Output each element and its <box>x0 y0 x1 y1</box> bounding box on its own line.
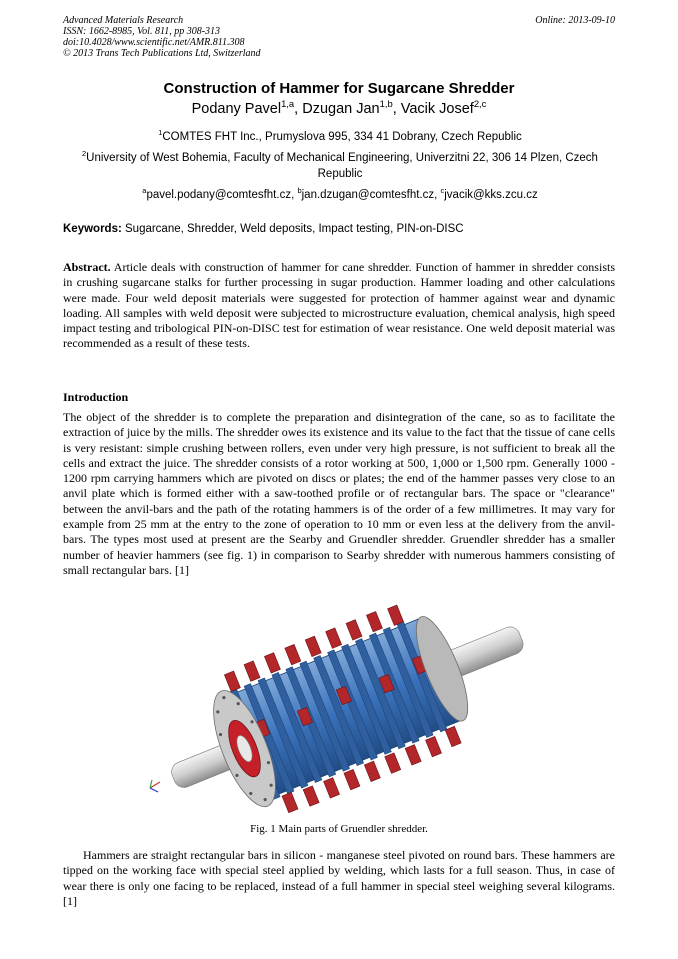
keywords-label: Keywords: <box>63 223 122 235</box>
introduction-paragraph-2: Hammers are straight rectangular bars in silicon - manganese steel pivoted on round bars. These hammers are tipped on the working face with special steel applied by welding, which lasts for a full season. Thus, in case of wear there is only one facing to be replaced, instead of a full hammer in special steel weighing several kilograms. [1] <box>63 848 615 908</box>
axis-triad-icon <box>150 780 160 792</box>
email-b[interactable]: jan.dzugan@comtesfht.cz <box>301 189 435 201</box>
email-c[interactable]: jvacik@kks.zcu.cz <box>444 189 538 201</box>
author-3-sup: 2,c <box>473 98 487 110</box>
journal-name: Advanced Materials Research <box>63 15 184 26</box>
email-a-sup: a <box>142 186 147 196</box>
affiliation-1-text: COMTES FHT Inc., Prumyslova 995, 334 41 Dobrany, Czech Republic <box>162 131 522 143</box>
affiliation-1 <box>70 129 610 145</box>
author-list: Podany Pavel$^{1,a}$, Dzugan Jan$^{1,b}$, Vacik Josef$^{2,c}$ <box>191 98 487 117</box>
email-a[interactable]: pavel.podany@comtesfht.cz <box>146 189 292 201</box>
issn: ISSN: 1662-8985, Vol. 811, pp 308-313 <box>63 26 221 37</box>
email-list: $^a$pavel.podany@comtesfht.cz, $^b$jan.dzugan@comtesfht.cz, $^c$jvacik@kks.zcu.cz <box>142 186 538 201</box>
paper-title: Construction of Hammer for Sugarcane Shredder <box>163 80 515 97</box>
affiliation-2-sup: 2 <box>82 149 87 159</box>
online-date: Online: 2013-09-10 <box>535 15 615 26</box>
author-2: Dzugan Jan <box>302 101 380 117</box>
figure-shredder-rotor <box>140 600 540 820</box>
keywords-text: Sugarcane, Shredder, Weld deposits, Impact testing, PIN-on-DISC <box>125 223 464 235</box>
keywords <box>63 223 464 235</box>
author-1-sup: 1,a <box>281 98 295 110</box>
author-1: Podany Pavel <box>191 101 282 117</box>
introduction-paragraph-1: The object of the shredder is to complete the preparation and disintegration of the cane, so as to facilitate the extraction of juice by the mills. The shredder owes its existence and its value to the fact that the tissue of cane cells is very resistant: simple crushing between rollers, even under very high pressure, is not sufficient to break all the cells and extract the juice. The shredder consists of a rotor working at 500, 1,000 or 1,500 rpm. Generally 1000 - 1200 rpm carrying hammers which are pivoted on discs or plates; the end of the hammer passes very close to an anvil plate which is formed either with a saw-toothed profile or of rectangular bars. The space or "clearance" between the anvil-bars and the path of the rotating hammers is of the order of a few millimetres. It may vary for example from 25 mm at the entry to the zone of operation to 10 mm or even less at the delivery from the anvil-bars. The types most used at present are the Searby and Gruendler shredder. Gruendler shredder has a smaller number of heavier hammers (see fig. 1) in comparison to Searby shredder with numerous hammers consisting of small rectangular bars. [1] <box>63 410 615 577</box>
abstract-label: Abstract. <box>63 260 111 274</box>
author-3: Vacik Josef <box>400 101 474 117</box>
affiliation-2-text: University of West Bohemia, Faculty of Mechanical Engineering, Univerzitni 22, 306 14 Plzen, Czech Republic <box>86 152 598 180</box>
doi[interactable]: doi:10.4028/www.scientific.net/AMR.811.308 <box>63 37 245 48</box>
author-2-sup: 1,b <box>379 98 393 110</box>
email-c-sup: c <box>440 186 445 196</box>
abstract-text: Article deals with construction of hammer for cane shredder. Function of hammer in shredder consists in crushing sugarcane stalks for further processing in sugar production. Hammer loading and other calculations were made. Four weld deposit materials were suggested for protection of hammer against wear and dynamic loading. All samples with weld deposit were subjected to microstructure evaluation, chemical analysis, high speed impact testing and tribological PIN-on-DISC test for estimation of wear resistance. One weld deposit material was recommended as a result of these tests. <box>63 260 615 351</box>
introduction-heading: Introduction <box>63 390 129 404</box>
abstract <box>63 260 615 352</box>
affiliation-1-sup: 1 <box>158 128 163 138</box>
copyright: © 2013 Trans Tech Publications Ltd, Switzerland <box>63 48 261 59</box>
figure-caption: Fig. 1 Main parts of Gruendler shredder. <box>250 823 428 835</box>
affiliation-2 <box>70 150 610 182</box>
email-b-sup: b <box>297 186 302 196</box>
journal-header <box>63 15 261 59</box>
